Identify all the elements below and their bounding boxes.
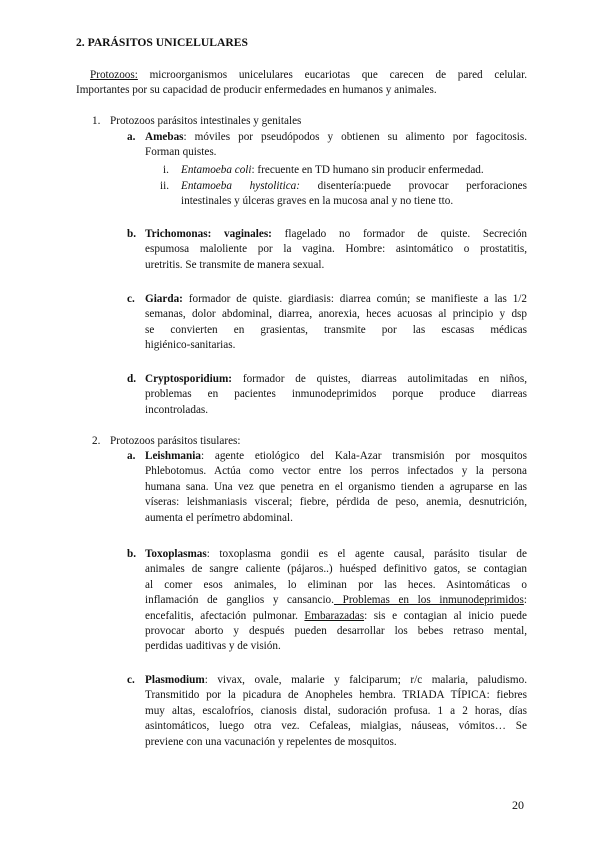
intro-line-2: Importantes por su capacidad de producir enfermedades en humanos y animales.: [76, 84, 437, 97]
cryptosporidium-term: Cryptosporidium:: [145, 373, 233, 385]
list1-label: Protozoos parásitos intestinales y genitales: [110, 115, 302, 127]
item-1c-marker: c.: [127, 293, 135, 305]
toxoplasmas-term: Toxoplasmas: [145, 548, 207, 560]
item-amebas: Amebas: móviles por pseudópodos y obtienen su alimento por fagocitosis. Forman quistes.: [145, 131, 527, 159]
plasmodium-term: Plasmodium: [145, 674, 205, 686]
item-plasmodium: Plasmodium: vivax, ovale, malarie y falciparum; r/c malaria, paludismo. Transmitido por la picadura de Anopheles hembra. TRIADA TÍPICA: fiebres muy altas, escalofríos, cianosis distal, sudoración profusa. 1 a 2 horas, días asintomáticos, luego otra vez. Cefaleas, mialgias, náuseas, vómitos… Se previene con una vacunación y repelentes de mosquitos.: [145, 674, 527, 748]
section-title: 2. PARÁSITOS UNICELULARES: [76, 36, 248, 49]
subitem-i-marker: i.: [163, 164, 169, 176]
subitem-ii-marker: ii.: [160, 180, 170, 192]
item-2b-marker: b.: [127, 548, 137, 560]
item-2a-marker: a.: [127, 450, 136, 462]
list2-marker: 2.: [92, 435, 101, 447]
intro-paragraph: [76, 68, 527, 99]
leishmania-term: Leishmania: [145, 450, 201, 462]
item-1a-marker: a.: [127, 131, 136, 143]
subitem-entamoeba-coli: Entamoeba coli: frecuente en TD humano sin producir enfermedad.: [181, 164, 484, 176]
item-cryptosporidium: Cryptosporidium: formador de quistes, diarreas autolimitadas en niños, problemas en pacientes inmunodeprimidos porque produce diarreas incontroladas.: [145, 373, 528, 416]
list2-label: Protozoos parásitos tisulares:: [110, 435, 241, 447]
embarazadas-underline: Embarazadas: [304, 609, 365, 622]
item-trichomonas: Trichomonas: vaginales: flagelado no formador de quiste. Secreción espumosa maloliente por la vagina. Hombre: asintomático o prostatitis, uretritis. Se transmite de manera sexual.: [145, 228, 528, 271]
giarda-term: Giarda:: [145, 293, 183, 305]
entamoeba-hystolitica-name: Entamoeba hystolitica:: [181, 180, 300, 192]
intro-line-1: Protozoos: microorganismos unicelulares eucariotas que carecen de pared celular.: [90, 69, 528, 81]
item-leishmania: Leishmania: agente etiológico del Kala-Azar transmisión por mosquitos Phlebotomus. Actúa como vector entre los perros infectados y la persona humana sana. Una vez que penetra en el organismo tienden a agruparse en las víseras: leishmaniasis visceral; fiebre, pérdida de peso, anemia, desnutrición, aumenta el perímetro abdominal.: [145, 450, 527, 524]
intro-term: Protozoos:: [90, 69, 138, 81]
item-1b-marker: b.: [127, 228, 137, 240]
item-giarda: Giarda: formador de quiste. giardiasis: diarrea común; se manifieste a las 1/2 semanas, dolor abdominal, diarrea, anorexia, heces acuosas al principio y dsp se convierten en grasientas, transmite por las escasas médicas higiénico-sanitarias.: [145, 293, 528, 352]
entamoeba-coli-name: Entamoeba coli: [181, 164, 252, 176]
item-toxoplasmas: Toxoplasmas: toxoplasma gondii es el agente causal, parásito tisular de animales de sangre caliente (pájaros..) huésped definitivo gatos, se contagian al comer esos animales, lo eliminan por las heces. Asintomáticas o inflamación de ganglios y cansancio. Problemas en los inmunodeprimidos: encefalitis, afectación pulmonar. Embarazadas: sis e contagian al inicio puede provocar aborto y después pueden desarrollar los bebes retraso mental, perdidas uaditivas y de visión.: [145, 548, 527, 653]
page-number: 20: [512, 798, 524, 812]
inmunodeprimidos-underline: Problemas en los inmunodeprimidos: [333, 594, 524, 607]
list1-marker: 1.: [92, 115, 101, 127]
item-2c-marker: c.: [127, 674, 135, 686]
amebas-term: Amebas: [145, 131, 184, 143]
trichomonas-term: Trichomonas: vaginales:: [145, 228, 272, 240]
subitem-entamoeba-hystolitica: Entamoeba hystolitica: disentería:puede provocar perforaciones intestinales y úlceras graves en la mucosa anal y no tiene tto.: [181, 180, 527, 208]
item-1d-marker: d.: [127, 373, 137, 385]
